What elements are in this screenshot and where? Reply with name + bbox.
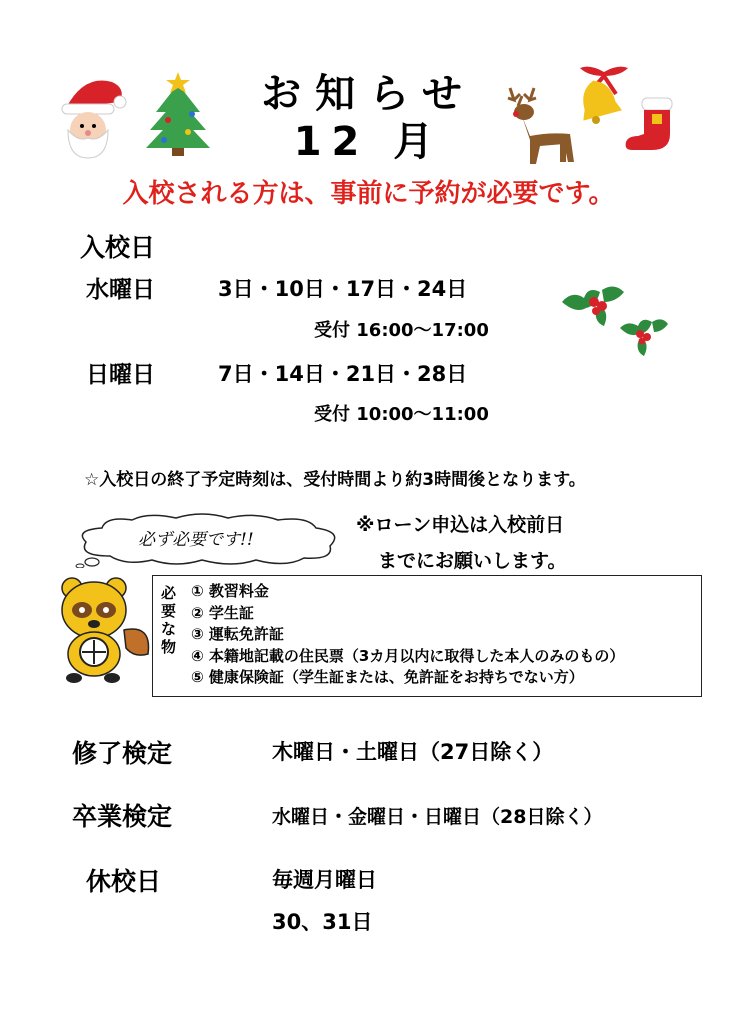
closed-days-value: 毎週月曜日	[272, 868, 377, 892]
wednesday-label: 水曜日	[86, 277, 155, 303]
required-items-box	[152, 575, 702, 697]
sunday-label: 日曜日	[86, 362, 155, 388]
required-list	[191, 581, 624, 689]
tanuki-mascot-icon	[54, 574, 154, 686]
wednesday-dates: 3日・10日・17日・24日	[218, 277, 468, 301]
cloud-label: 必ず必要です!!	[138, 530, 254, 550]
required-label-char: な	[161, 620, 177, 638]
required-label	[161, 584, 179, 656]
list-item: ① 教習料金	[191, 582, 269, 600]
required-label-char: 物	[161, 638, 177, 656]
required-label-char: 要	[161, 602, 177, 620]
completion-test-value: 木曜日・土曜日（27日除く）	[272, 740, 554, 764]
loan-note-line2: までにお願いします。	[378, 550, 567, 572]
sunday-dates: 7日・14日・21日・28日	[218, 362, 468, 386]
list-item: ② 学生証	[191, 603, 254, 622]
loan-note-line1: ※ローン申込は入校前日	[356, 514, 565, 536]
list-item: ⑤ 健康保険証（学生証または、免許証をお持ちでない方）	[191, 668, 584, 686]
enrollment-heading: 入校日	[80, 233, 156, 262]
list-item: ④ 本籍地記載の住民票（3カ月以内に取得した本人のみのもの）	[191, 646, 625, 665]
month-title: 12 月	[293, 119, 444, 165]
required-label-char: 必	[161, 584, 177, 602]
closed-days-label: 休校日	[86, 867, 162, 896]
reservation-notice: 入校される方は、事前に予約が必要です。	[122, 179, 615, 209]
closed-days-value2: 30、31日	[272, 910, 373, 934]
graduation-test-value: 水曜日・金曜日・日曜日（28日除く）	[272, 806, 603, 828]
end-time-note: ☆入校日の終了予定時刻は、受付時間より約3時間後となります。	[84, 470, 586, 490]
completion-test-label: 修了検定	[72, 739, 173, 768]
list-item: ③ 運転免許証	[191, 625, 284, 643]
wednesday-reception: 受付 16:00〜17:00	[314, 320, 489, 341]
sunday-reception: 受付 10:00〜11:00	[314, 404, 489, 425]
page-title: お知らせ	[261, 71, 476, 117]
holly-icon	[558, 282, 670, 366]
graduation-test-label: 卒業検定	[72, 802, 173, 831]
